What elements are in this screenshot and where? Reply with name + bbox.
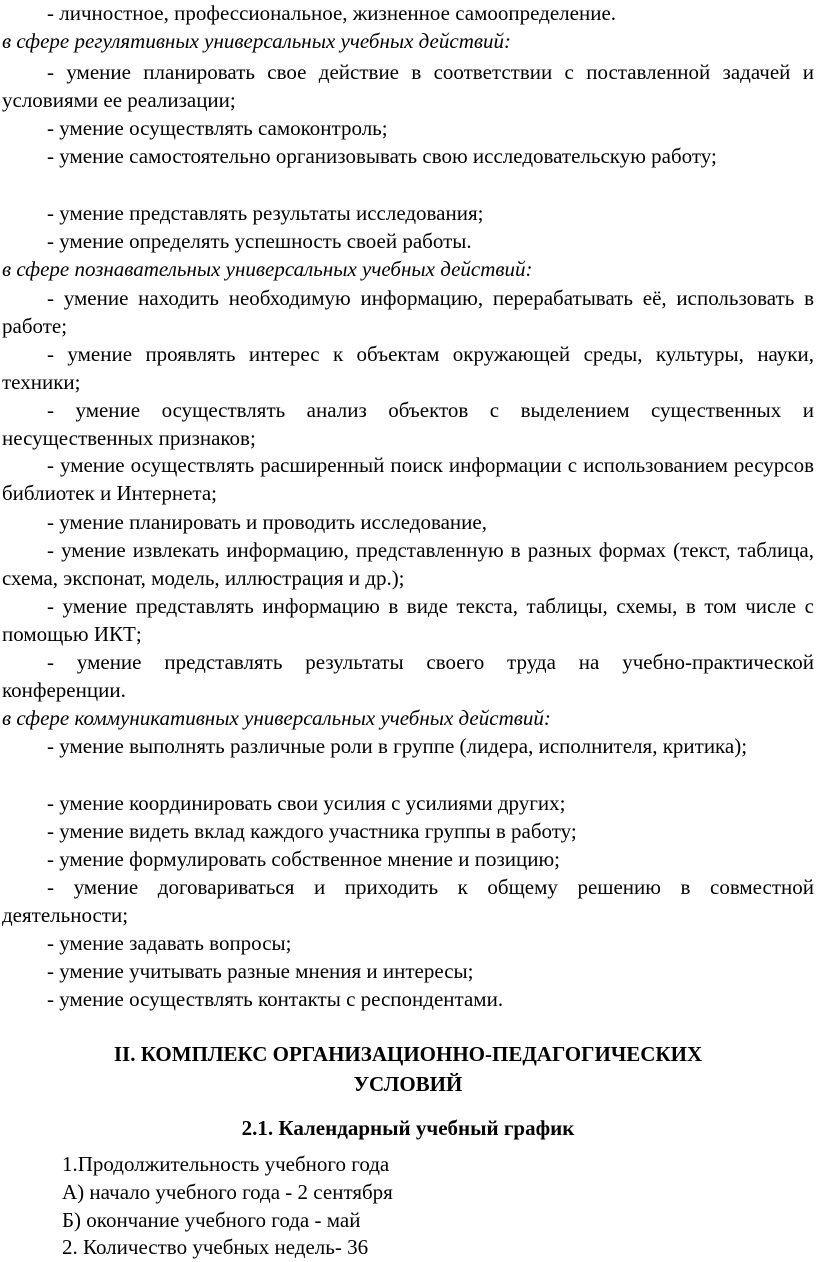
list-item: - умение видеть вклад каждого участника группы в работу; [47,819,577,843]
list-item: - умение договариваться и приходить к общему решению в совместной деятельности; [2,875,814,927]
list-item: - умение выполнять различные роли в группе (лидера, исполнителя, критика); [47,734,748,758]
list-item: - умение извлекать информацию, представленную в разных формах (текст, таблица, схема, экспонат, модель, иллюстрация и др.); [2,538,814,590]
subsection-heading: 2.1. Календарный учебный график [241,1116,575,1140]
list-item: - умение определять успешность своей работы. [47,229,472,253]
list-item: - умение находить необходимую информацию, перерабатывать её, использовать в работе; [2,286,814,338]
schedule-line: Б) окончание учебного года - май [62,1208,361,1232]
section-heading: II. КОМПЛЕКС ОРГАНИЗАЦИОННО-ПЕДАГОГИЧЕСКИХ [113,1042,703,1066]
list-item: - умение представлять информацию в виде текста, таблицы, схемы, в том числе с помощью ИКТ; [2,594,814,646]
list-item: - умение задавать вопросы; [47,931,292,955]
schedule-line: 1.Продолжительность учебного года [62,1152,390,1176]
list-item: - умение учитывать разные мнения и интересы; [47,959,474,983]
list-item: - умение самостоятельно организовывать свою исследовательскую работу; [47,144,717,168]
list-item: - умение формулировать собственное мнение и позицию; [47,847,560,871]
list-item: - умение представлять результаты своего труда на учебно-практической конференции. [2,650,814,702]
section-caption-communicative: в сфере коммуникативных универсальных учебных действий: [2,706,551,730]
list-item: - умение осуществлять контакты с респондентами. [47,987,504,1011]
list-item: - умение планировать свое действие в соответствии с поставленной задачей и условиями ее реализации; [2,60,814,112]
list-item: - умение осуществлять самоконтроль; [47,116,388,140]
list-item: - умение координировать свои усилия с усилиями других; [47,791,566,815]
section-caption-regulative: в сфере регулятивных универсальных учебных действий: [2,29,511,53]
schedule-line: А) начало учебного года - 2 сентября [62,1180,393,1204]
list-item: - умение проявлять интерес к объектам окружающей среды, культуры, науки, техники; [2,342,814,394]
list-item: - умение представлять результаты исследования; [47,201,484,225]
section-caption-cognitive: в сфере познавательных универсальных учебных действий: [2,257,533,281]
schedule-line: 2. Количество учебных недель- 36 [62,1235,369,1259]
list-item: - личностное, профессиональное, жизненное самоопределение. [47,1,617,25]
list-item: - умение планировать и проводить исследование, [47,510,487,534]
list-item: - умение осуществлять анализ объектов с выделением существенных и несущественных признаков; [2,398,814,450]
section-heading-continued: УСЛОВИЙ [353,1072,463,1096]
list-item: - умение осуществлять расширенный поиск информации с использованием ресурсов библиотек и Интернета; [2,453,814,505]
